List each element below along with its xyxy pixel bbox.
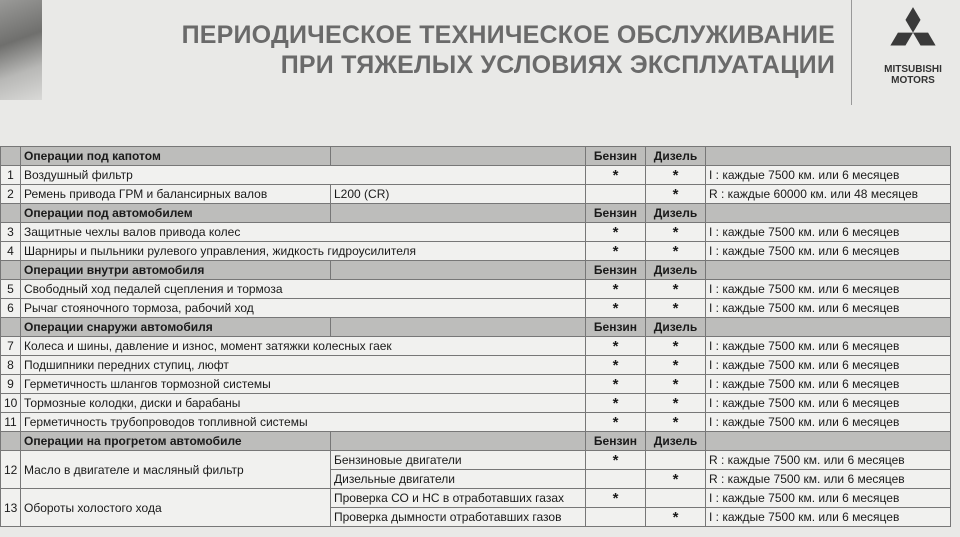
diesel-mark: * [646,337,706,356]
diesel-mark [646,451,706,470]
interval: I : каждые 7500 км. или 6 месяцев [706,337,951,356]
row-number: 2 [1,185,21,204]
petrol-mark: * [586,299,646,318]
diesel-mark [646,489,706,508]
table-row [1,280,951,299]
diesel-mark: * [646,413,706,432]
title-line-1: ПЕРИОДИЧЕСКОЕ ТЕХНИЧЕСКОЕ ОБСЛУЖИВАНИЕ [181,21,835,49]
interval: I : каждые 7500 км. или 6 месяцев [706,508,951,527]
row-number: 6 [1,299,21,318]
diesel-header: Дизель [646,204,706,223]
table-row [1,223,951,242]
petrol-mark: * [586,356,646,375]
sub-operation: Дизельные двигатели [331,470,586,489]
logo-text-1: MITSUBISHI [884,64,942,75]
petrol-mark: * [586,394,646,413]
petrol-mark: * [586,242,646,261]
section-title: Операции внутри автомобиля [21,261,331,280]
diesel-header: Дизель [646,318,706,337]
diesel-mark: * [646,166,706,185]
diesel-mark: * [646,375,706,394]
petrol-header: Бензин [586,147,646,166]
operation-name: Тормозные колодки, диски и барабаны [21,394,586,413]
operation-name: Колеса и шины, давление и износ, момент затяжки колесных гаек [21,337,586,356]
petrol-mark: * [586,413,646,432]
interval: I : каждые 7500 км. или 6 месяцев [706,394,951,413]
petrol-mark: * [586,489,646,508]
section-header-row [1,432,951,451]
interval: I : каждые 7500 км. или 6 месяцев [706,375,951,394]
section-title: Операции под автомобилем [21,204,331,223]
row-number: 3 [1,223,21,242]
row-number: 10 [1,394,21,413]
row-number: 11 [1,413,21,432]
diesel-mark: * [646,394,706,413]
petrol-mark [586,185,646,204]
row-number: 5 [1,280,21,299]
petrol-header: Бензин [586,261,646,280]
logo-divider [851,0,852,105]
table-row [1,375,951,394]
table-row [1,166,951,185]
row-number: 13 [1,489,21,527]
maintenance-table [0,146,951,527]
diesel-header: Дизель [646,432,706,451]
interval: I : каждые 7500 км. или 6 месяцев [706,166,951,185]
interval: R : каждые 7500 км. или 6 месяцев [706,451,951,470]
title-line-2: ПРИ ТЯЖЕЛЫХ УСЛОВИЯХ ЭКСПЛУАТАЦИИ [280,51,835,79]
diesel-mark: * [646,185,706,204]
interval: I : каждые 7500 км. или 6 месяцев [706,489,951,508]
section-title: Операции на прогретом автомобиле [21,432,331,451]
petrol-mark: * [586,223,646,242]
section-title: Операции под капотом [21,147,331,166]
section-header-row [1,261,951,280]
sub-operation: Проверка СО и НС в отработавших газах [331,489,586,508]
section-title: Операции снаружи автомобиля [21,318,331,337]
operation-name: Подшипники передних ступиц, люфт [21,356,586,375]
interval: I : каждые 7500 км. или 6 месяцев [706,242,951,261]
section-header-row [1,318,951,337]
row-number: 1 [1,166,21,185]
logo-text-2: MOTORS [891,75,935,86]
diesel-mark: * [646,470,706,489]
interval: I : каждые 7500 км. или 6 месяцев [706,356,951,375]
operation-name: Обороты холостого хода [21,489,331,527]
table-row [1,242,951,261]
page-title [100,20,835,80]
diesel-mark: * [646,356,706,375]
operation-name: Герметичность трубопроводов топливной системы [21,413,586,432]
table-row [1,356,951,375]
interval: I : каждые 7500 км. или 6 месяцев [706,413,951,432]
section-header-row [1,204,951,223]
interval: I : каждые 7500 км. или 6 месяцев [706,299,951,318]
interval: I : каждые 7500 км. или 6 месяцев [706,223,951,242]
section-header-row [1,147,951,166]
three-diamonds-icon [884,6,942,64]
diesel-mark: * [646,242,706,261]
petrol-mark [586,470,646,489]
diesel-mark: * [646,508,706,527]
operation-name: Воздушный фильтр [21,166,586,185]
operation-name: Герметичность шлангов тормозной системы [21,375,586,394]
operation-name: Ремень привода ГРМ и балансирных валов [21,185,331,204]
row-number: 12 [1,451,21,489]
diesel-header: Дизель [646,147,706,166]
diesel-mark: * [646,299,706,318]
row-number: 8 [1,356,21,375]
petrol-mark: * [586,166,646,185]
diesel-header: Дизель [646,261,706,280]
sub-operation: Бензиновые двигатели [331,451,586,470]
mitsubishi-logo [872,6,954,98]
table-row [1,394,951,413]
petrol-header: Бензин [586,204,646,223]
diesel-mark: * [646,280,706,299]
interval: I : каждые 7500 км. или 6 месяцев [706,280,951,299]
table-row [1,299,951,318]
petrol-header: Бензин [586,432,646,451]
model-note: L200 (CR) [331,185,586,204]
row-number: 4 [1,242,21,261]
row-number: 7 [1,337,21,356]
table-row [1,185,951,204]
row-number: 9 [1,375,21,394]
petrol-header: Бензин [586,318,646,337]
operation-name: Масло в двигателе и масляный фильтр [21,451,331,489]
petrol-mark: * [586,337,646,356]
table-row [1,413,951,432]
operation-name: Свободный ход педалей сцепления и тормоза [21,280,586,299]
operation-name: Шарниры и пыльники рулевого управления, жидкость гидроусилителя [21,242,586,261]
petrol-mark [586,508,646,527]
petrol-mark: * [586,451,646,470]
interval: R : каждые 7500 км. или 6 месяцев [706,470,951,489]
operation-name: Защитные чехлы валов привода колес [21,223,586,242]
table-row [1,451,951,470]
operation-name: Рычаг стояночного тормоза, рабочий ход [21,299,586,318]
table-row [1,337,951,356]
diesel-mark: * [646,223,706,242]
petrol-mark: * [586,375,646,394]
corner-photo [0,0,42,100]
petrol-mark: * [586,280,646,299]
sub-operation: Проверка дымности отработавших газов [331,508,586,527]
interval: R : каждые 60000 км. или 48 месяцев [706,185,951,204]
table-row [1,489,951,508]
